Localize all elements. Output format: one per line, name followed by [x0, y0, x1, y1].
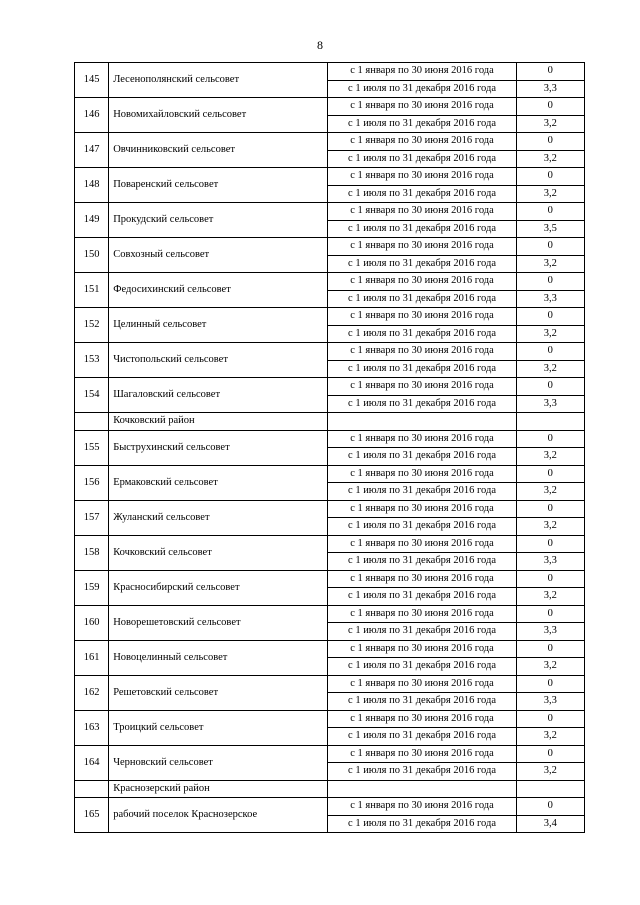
- settlement-name: Кочковский сельсовет: [109, 535, 328, 570]
- period-text: с 1 января по 30 июня 2016 года: [328, 570, 516, 588]
- period-text: с 1 июля по 31 декабря 2016 года: [328, 325, 516, 343]
- settlement-name: Черновский сельсовет: [109, 745, 328, 780]
- row-number: 150: [75, 238, 109, 273]
- row-number: 163: [75, 710, 109, 745]
- settlement-name: Новоцелинный сельсовет: [109, 640, 328, 675]
- rate-value: 0: [516, 168, 584, 186]
- row-number: 161: [75, 640, 109, 675]
- settlement-name: Быструхинский сельсовет: [109, 430, 328, 465]
- table-row: [75, 640, 585, 658]
- rate-value: 0: [516, 710, 584, 728]
- rate-value: 3,4: [516, 815, 584, 833]
- period-text: с 1 января по 30 июня 2016 года: [328, 535, 516, 553]
- row-number: 154: [75, 378, 109, 413]
- table-row: [75, 238, 585, 256]
- table-row: [75, 535, 585, 553]
- settlement-name: Поваренский сельсовет: [109, 168, 328, 203]
- rate-value: 3,2: [516, 658, 584, 676]
- period-text: с 1 июля по 31 декабря 2016 года: [328, 553, 516, 571]
- period-text: с 1 января по 30 июня 2016 года: [328, 98, 516, 116]
- rate-value: 0: [516, 63, 584, 81]
- rate-value: 0: [516, 570, 584, 588]
- period-text: с 1 июля по 31 декабря 2016 года: [328, 80, 516, 98]
- row-number: 165: [75, 798, 109, 833]
- rate-value: 0: [516, 133, 584, 151]
- rate-value: 3,2: [516, 448, 584, 466]
- rate-value: 0: [516, 343, 584, 361]
- rate-value: 0: [516, 98, 584, 116]
- period-text: с 1 января по 30 июня 2016 года: [328, 605, 516, 623]
- period-text: с 1 января по 30 июня 2016 года: [328, 203, 516, 221]
- table-row: [75, 378, 585, 396]
- period-cell: [328, 413, 516, 431]
- period-text: с 1 июля по 31 декабря 2016 года: [328, 115, 516, 133]
- row-number: 157: [75, 500, 109, 535]
- period-text: с 1 июля по 31 декабря 2016 года: [328, 728, 516, 746]
- rate-value: 0: [516, 535, 584, 553]
- rate-value: 3,3: [516, 290, 584, 308]
- table-row: [75, 675, 585, 693]
- table-row: [75, 465, 585, 483]
- period-text: с 1 января по 30 июня 2016 года: [328, 273, 516, 291]
- rate-value: 3,2: [516, 360, 584, 378]
- row-number: 160: [75, 605, 109, 640]
- table-row: [75, 308, 585, 326]
- tariff-table: [74, 62, 585, 833]
- period-text: с 1 января по 30 июня 2016 года: [328, 378, 516, 396]
- rate-value: 0: [516, 640, 584, 658]
- rate-value: 0: [516, 308, 584, 326]
- period-text: с 1 января по 30 июня 2016 года: [328, 710, 516, 728]
- period-text: с 1 января по 30 июня 2016 года: [328, 308, 516, 326]
- row-number: 159: [75, 570, 109, 605]
- period-text: с 1 июля по 31 декабря 2016 года: [328, 483, 516, 501]
- settlement-name: Овчинниковский сельсовет: [109, 133, 328, 168]
- district-name: Краснозерский район: [109, 780, 328, 798]
- settlement-name: Решетовский сельсовет: [109, 675, 328, 710]
- table-row: [75, 168, 585, 186]
- settlement-name: Шагаловский сельсовет: [109, 378, 328, 413]
- rate-value: 3,3: [516, 80, 584, 98]
- table-row: [75, 430, 585, 448]
- table-row: [75, 273, 585, 291]
- row-number: 151: [75, 273, 109, 308]
- period-text: с 1 января по 30 июня 2016 года: [328, 63, 516, 81]
- table-row: [75, 798, 585, 816]
- period-text: с 1 июля по 31 декабря 2016 года: [328, 623, 516, 641]
- table-row: [75, 570, 585, 588]
- rate-value: 0: [516, 798, 584, 816]
- rate-value: 3,2: [516, 763, 584, 781]
- table-row: [75, 500, 585, 518]
- district-name: Кочковский район: [109, 413, 328, 431]
- rate-value: 3,2: [516, 115, 584, 133]
- period-text: с 1 января по 30 июня 2016 года: [328, 798, 516, 816]
- period-text: с 1 января по 30 июня 2016 года: [328, 168, 516, 186]
- section-row: [75, 780, 585, 798]
- table-row: [75, 98, 585, 116]
- row-number: 148: [75, 168, 109, 203]
- period-text: с 1 июля по 31 декабря 2016 года: [328, 693, 516, 711]
- settlement-name: Чистопольский сельсовет: [109, 343, 328, 378]
- rate-value: 3,2: [516, 483, 584, 501]
- rate-value: 3,2: [516, 728, 584, 746]
- rate-value: 3,5: [516, 220, 584, 238]
- row-number: 158: [75, 535, 109, 570]
- row-number: 149: [75, 203, 109, 238]
- settlement-name: Совхозный сельсовет: [109, 238, 328, 273]
- settlement-name: Троицкий сельсовет: [109, 710, 328, 745]
- rate-value: 0: [516, 500, 584, 518]
- settlement-name: рабочий поселок Краснозерское: [109, 798, 328, 833]
- period-text: с 1 января по 30 июня 2016 года: [328, 745, 516, 763]
- rate-value: 3,2: [516, 325, 584, 343]
- row-number: 155: [75, 430, 109, 465]
- section-row: [75, 413, 585, 431]
- period-text: с 1 января по 30 июня 2016 года: [328, 133, 516, 151]
- period-text: с 1 января по 30 июня 2016 года: [328, 675, 516, 693]
- settlement-name: Жуланский сельсовет: [109, 500, 328, 535]
- settlement-name: Прокудский сельсовет: [109, 203, 328, 238]
- rate-cell: [516, 413, 584, 431]
- settlement-name: Красносибирский сельсовет: [109, 570, 328, 605]
- period-text: с 1 января по 30 июня 2016 года: [328, 640, 516, 658]
- row-number: 156: [75, 465, 109, 500]
- rate-value: 3,3: [516, 395, 584, 413]
- rate-value: 0: [516, 675, 584, 693]
- rate-value: 3,2: [516, 185, 584, 203]
- rate-value: 3,2: [516, 518, 584, 536]
- period-text: с 1 июля по 31 декабря 2016 года: [328, 360, 516, 378]
- period-text: с 1 июля по 31 декабря 2016 года: [328, 518, 516, 536]
- rate-value: 3,2: [516, 588, 584, 606]
- row-number: 153: [75, 343, 109, 378]
- period-text: с 1 июля по 31 декабря 2016 года: [328, 763, 516, 781]
- rate-value: 0: [516, 378, 584, 396]
- rate-cell: [516, 780, 584, 798]
- rate-value: 0: [516, 273, 584, 291]
- period-text: с 1 июля по 31 декабря 2016 года: [328, 815, 516, 833]
- tariff-table-body: [75, 63, 585, 833]
- period-text: с 1 июля по 31 декабря 2016 года: [328, 658, 516, 676]
- rate-value: 3,3: [516, 693, 584, 711]
- period-text: с 1 июля по 31 декабря 2016 года: [328, 150, 516, 168]
- table-row: [75, 745, 585, 763]
- rate-value: 3,3: [516, 553, 584, 571]
- row-number-cell: [75, 413, 109, 431]
- period-text: с 1 января по 30 июня 2016 года: [328, 430, 516, 448]
- period-cell: [328, 780, 516, 798]
- row-number: 147: [75, 133, 109, 168]
- period-text: с 1 июля по 31 декабря 2016 года: [328, 395, 516, 413]
- table-row: [75, 710, 585, 728]
- rate-value: 3,2: [516, 255, 584, 273]
- period-text: с 1 января по 30 июня 2016 года: [328, 238, 516, 256]
- rate-value: 3,3: [516, 623, 584, 641]
- settlement-name: Новомихайловский сельсовет: [109, 98, 328, 133]
- rate-value: 0: [516, 745, 584, 763]
- row-number: 164: [75, 745, 109, 780]
- period-text: с 1 июля по 31 декабря 2016 года: [328, 290, 516, 308]
- settlement-name: Новорешетовский сельсовет: [109, 605, 328, 640]
- rate-value: 3,2: [516, 150, 584, 168]
- rate-value: 0: [516, 203, 584, 221]
- period-text: с 1 июля по 31 декабря 2016 года: [328, 255, 516, 273]
- settlement-name: Целинный сельсовет: [109, 308, 328, 343]
- rate-value: 0: [516, 465, 584, 483]
- period-text: с 1 июля по 31 декабря 2016 года: [328, 448, 516, 466]
- table-row: [75, 203, 585, 221]
- period-text: с 1 июля по 31 декабря 2016 года: [328, 220, 516, 238]
- period-text: с 1 января по 30 июня 2016 года: [328, 343, 516, 361]
- table-row: [75, 605, 585, 623]
- settlement-name: Федосихинский сельсовет: [109, 273, 328, 308]
- period-text: с 1 июля по 31 декабря 2016 года: [328, 185, 516, 203]
- period-text: с 1 января по 30 июня 2016 года: [328, 500, 516, 518]
- period-text: с 1 июля по 31 декабря 2016 года: [328, 588, 516, 606]
- row-number: 145: [75, 63, 109, 98]
- rate-value: 0: [516, 605, 584, 623]
- row-number-cell: [75, 780, 109, 798]
- row-number: 152: [75, 308, 109, 343]
- rate-value: 0: [516, 430, 584, 448]
- settlement-name: Ермаковский сельсовет: [109, 465, 328, 500]
- settlement-name: Лесенополянский сельсовет: [109, 63, 328, 98]
- period-text: с 1 января по 30 июня 2016 года: [328, 465, 516, 483]
- rate-value: 0: [516, 238, 584, 256]
- table-row: [75, 63, 585, 81]
- table-row: [75, 133, 585, 151]
- table-row: [75, 343, 585, 361]
- row-number: 146: [75, 98, 109, 133]
- row-number: 162: [75, 675, 109, 710]
- page-number: 8: [317, 38, 323, 52]
